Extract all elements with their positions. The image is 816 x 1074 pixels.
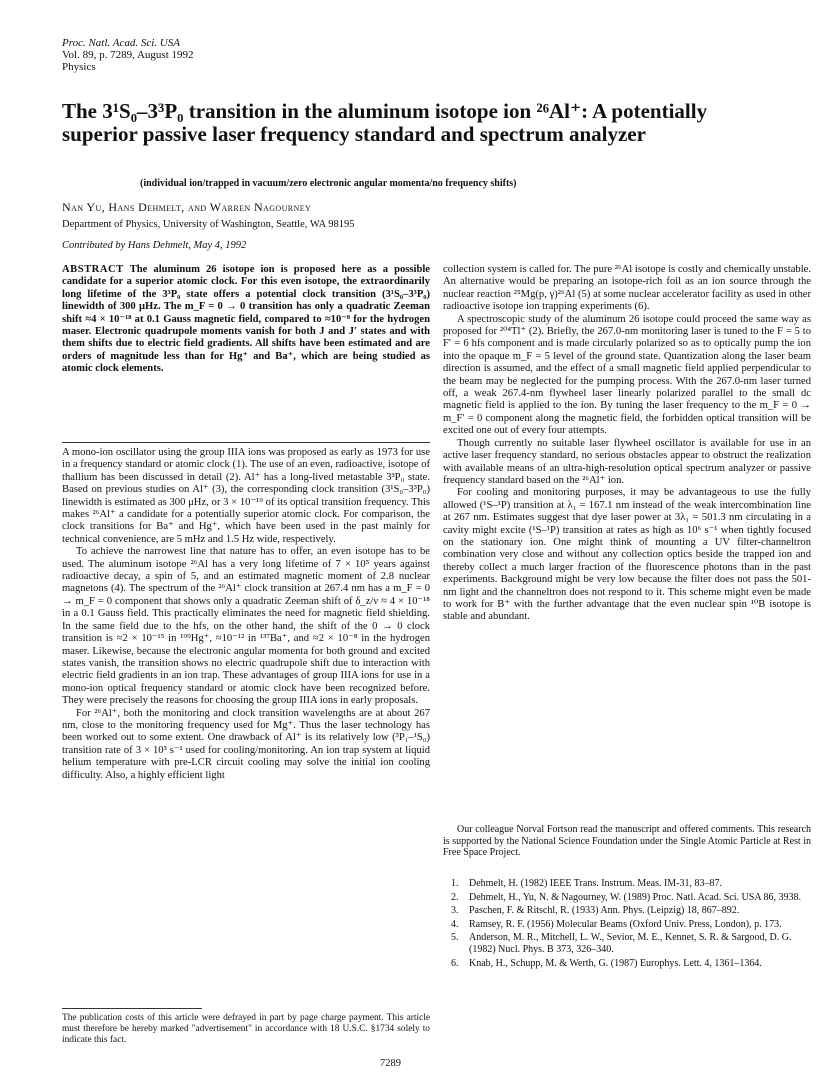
reference-number: 6. — [451, 957, 459, 969]
acknowledgment-text: Our colleague Norval Fortson read the manuscript and offered comments. This research is supported by the National Science Foundation under the Single Atomic Particle at Rest in Free Space Project. — [443, 824, 811, 859]
page-number: 7289 — [380, 1058, 401, 1069]
abstract-divider — [62, 442, 430, 443]
reference-item — [443, 932, 811, 955]
abstract-label: ABSTRACT — [62, 264, 124, 275]
reference-number: 2. — [451, 891, 459, 903]
right-column — [443, 264, 811, 624]
reference-text: Dehmelt, H. (1982) IEEE Trans. Instrum. Meas. IM-31, 83–87. — [469, 878, 723, 889]
reference-number: 5. — [451, 932, 459, 944]
footnote-divider — [62, 1008, 202, 1009]
publication-footnote: The publication costs of this article were defrayed in part by page charge payment. This article must therefore be hereby marked "advertisement" in accordance with 18 U.S.C. §1734 solely to indicate this fact. — [62, 1013, 430, 1045]
reference-text: Anderson, M. R., Mitchell, L. W., Sevior, M. E., Kennet, S. R. & Sargood, D. G. (1982) Nucl. Phys. B 373, 326–340. — [469, 932, 792, 955]
body-paragraph: Though currently no suitable laser flywheel oscillator is available for use in an active laser frequency standard, no serious obstacles appear to obstruct the realization with available means of an ultra-high-resolution optical spectrum analyzer or passive frequency standard based on the ²⁶Al⁺ ion. — [443, 437, 811, 486]
reference-item — [443, 878, 811, 890]
reference-text: Paschen, F. & Ritschl, R. (1933) Ann. Phys. (Leipzig) 18, 867–892. — [469, 905, 740, 917]
article-title: The 3¹S₀–3³P₀ transition in the aluminum isotope ion ²⁶Al⁺: A potentially superior passive laser frequency standard and spectrum analyzer — [62, 99, 708, 146]
reference-number: 3. — [451, 905, 459, 917]
reference-number: 4. — [451, 918, 459, 930]
body-paragraph: To achieve the narrowest line that nature has to offer, an even isotope has to be used. The aluminum isotope ²⁶Al has a very long lifetime of 7 × 10⁵ years against radioactive decay, a spin of 5, and an estimated magnetic moment of 2.8 nuclear magnetons (4). The spectrum of the ²⁶Al⁺ clock transition at 267.4 nm has a m_F = 0 → m_F = 0 component that shows only a quadratic Zeeman shift of δ_z/ν ≈ 4 × 10⁻¹⁸ in a 0.1 Gauss field. This practically eliminates the need for magnetic field shielding. In the same field due to the hfs, on the other hand, the shift of the 0 → 0 clock transition is ≈2 × 10⁻¹⁵ in ¹⁹⁹Hg⁺, ≈10⁻¹² in ¹³⁷Ba⁺, and ≈2 × 10⁻⁸ in the hydrogen maser. Likewise, because the electronic angular momenta for both ground and excited states vanish, the transition shows no electric quadrupole shift due to interaction with electric field gradients in an ion trap. These advantages of group IIIA ions for use in a mono-ion optical frequency standard or atomic clock have been recognized before. They were precisely the reasons for choosing the group IIIA ions in early proposals. — [62, 546, 430, 707]
authors: Nan Yu, Hans Dehmelt, and Warren Nagourney — [62, 200, 312, 214]
abstract-block — [62, 264, 430, 382]
journal-volume: Vol. 89, p. 7289, August 1992 — [62, 49, 194, 61]
abstract — [62, 264, 430, 376]
journal-name: Proc. Natl. Acad. Sci. USA — [62, 37, 180, 49]
acknowledgment — [443, 824, 811, 859]
reference-item — [443, 905, 811, 917]
reference-text: Knab, H., Schupp, M. & Werth, G. (1987) Europhys. Lett. 4, 1361–1364. — [469, 957, 762, 969]
journal-header — [62, 37, 194, 73]
reference-number: 1. — [451, 878, 459, 889]
affiliation: Department of Physics, University of Washington, Seattle, WA 98195 — [62, 219, 355, 230]
contributed-by: Contributed by Hans Dehmelt, May 4, 1992 — [62, 240, 247, 251]
reference-text: Ramsey, R. F. (1956) Molecular Beams (Oxford Univ. Press, London), p. 173. — [469, 918, 782, 930]
abstract-text: The aluminum 26 isotope ion is proposed here as a possible candidate for a superior atomic clock. For this even isotope, the extraordinarily long lifetime of the 3³P₀ state offers a potential clock transition (3¹S₀–3³P₀) linewidth of 300 μHz. The m_F = 0 → 0 transition has only a quadratic Zeeman shift ≈4 × 10⁻¹⁸ at 0.1 Gauss magnetic field, compared to ≈10⁻⁸ for the hydrogen maser. Electronic quadrupole moments vanish for both J and J′ states and with them shifts due to electric field gradients. All shifts have been estimated and are orders of magnitude less than for Hg⁺ and Ba⁺, which are being studied as atomic clock elements. — [62, 264, 430, 375]
body-paragraph: For cooling and monitoring purposes, it may be advantageous to use the fully allowed (¹S–¹P) transition at λ₁ = 167.1 nm instead of the weak intercombination line at 267 nm. Estimates suggest that dye laser power at 3λ₁ = 501.3 nm circulating in a cavity might excite (¹S–¹P) transition at rates as high as 10⁶ s⁻¹ when tightly focused on the stationary ion. One might think of mounting a UV filter-channeltron combination very close and without any collection optics beside the trapped ion and thereby collect a much larger fraction of the fluorescence photons than in the past experiments. Background might be very low because the filter does not pass the 501-nm light and the channeltron does not respond to it. This scheme might even be made to work for B⁺ with the further advantage that the even nuclear spin ¹⁰B isotope is stable and abundant. — [443, 487, 811, 623]
body-paragraph: For ²⁶Al⁺, both the monitoring and clock transition wavelengths are at about 267 nm, close to the monitoring frequency used for Mg⁺. Thus the laser technology has been worked out to some extent. One drawback of Al⁺ is its relatively low (³P₁–¹S₀) transition rate of 3 × 10³ s⁻¹ used for cooling/monitoring. An ion trap system at liquid helium temperature with pre-LCR circuit cooling may solve the initial ion cooling difficulty. Also, a highly efficient light — [62, 707, 430, 781]
reference-text: Dehmelt, H., Yu, N. & Nagourney, W. (1989) Proc. Natl. Acad. Sci. USA 86, 3938. — [469, 891, 802, 903]
body-paragraph: A spectroscopic study of the aluminum 26 isotope could proceed the same way as proposed for ²⁰⁴Tl⁺ (2). Briefly, the 267.0-nm monitoring laser is tuned to the F = 5 to F′ = 6 hfs component and is made circularly polarized so as to optically pump the ion into the opaque m_F = 5 level of the ground state. Quantization along the laser beam direction is assumed, and the effect of a small magnetic field applied perpendicular to the beam may be neglected for the pumping process. With the 267.0-nm laser turned off, a weak 267.4-nm flywheel laser linearly polarized parallel to the small dc magnetic field is applied to the ion. By tuning the laser frequency to the m_F = 0 → m_F′ = 0 component along the magnetic field, the forbidden optical transition will be excited one out of every four attempts. — [443, 313, 811, 437]
references — [443, 878, 811, 971]
reference-item — [443, 892, 811, 904]
reference-item — [443, 919, 811, 931]
reference-item — [443, 958, 811, 970]
keywords-subtitle: (individual ion/trapped in vacuum/zero electronic angular momenta/no frequency shifts) — [140, 178, 517, 189]
body-paragraph: A mono-ion oscillator using the group IIIA ions was proposed as early as 1973 for use in a frequency standard or atomic clock (1). The use of an even, radioactive, isotope of thallium has been discussed in detail (2). Al⁺ has a long-lived metastable 3³P₀ state. Based on previous studies on Al⁺ (3), the corresponding clock transition (3¹S₀–3³P₀) linewidth is estimated as 300 μHz, or 3 × 10⁻¹⁹ of its optical transition frequency. This makes ²⁶Al⁺ a candidate for a potentially superior atomic clock. For comparison, the clock transitions for Ba⁺ and Hg⁺, which have been used in the past mainly for technical convenience, are 5 mHz and 1.5 Hz wide, respectively. — [62, 447, 430, 545]
left-column — [62, 447, 430, 782]
body-paragraph: collection system is called for. The pure ²⁶Al isotope is costly and chemically unstable. An alternative would be preparing an isotope-rich foil as an ion source through the nuclear reaction ²⁵Mg(p, γ)²⁶Al (5) at some nuclear accelerator facility as used in other radioactive isotope ion trapping experiments (6). — [443, 264, 811, 313]
journal-section: Physics — [62, 61, 96, 73]
